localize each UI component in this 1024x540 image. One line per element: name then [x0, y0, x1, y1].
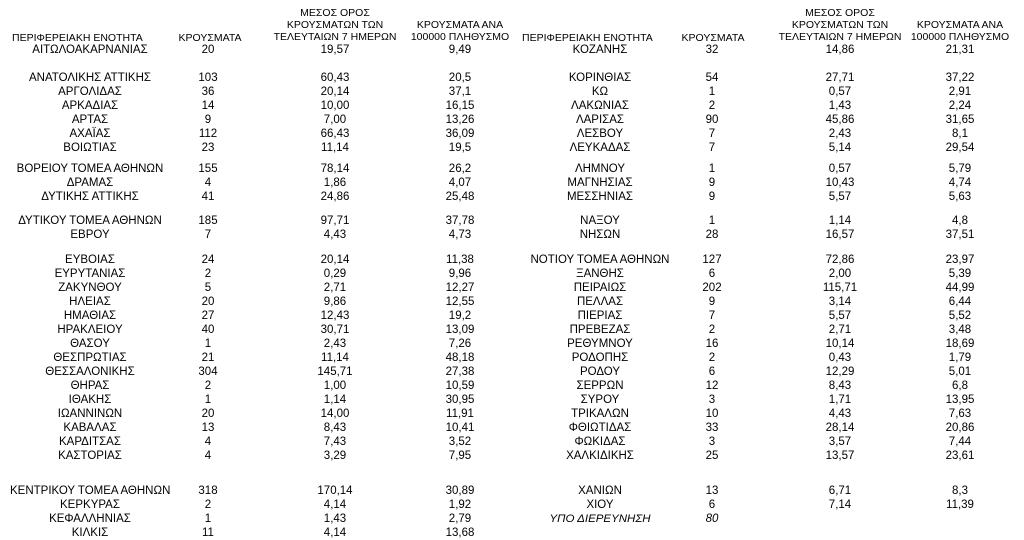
table-row [0, 449, 1024, 463]
region-name: ΥΠΟ ΔΙΕΡΕΥΝΗΣΗ [549, 513, 651, 525]
avg7-value: 1,00 [323, 380, 347, 392]
avg7-value: 2,43 [828, 128, 852, 140]
cases-value: 7 [708, 142, 716, 154]
table-row [0, 526, 1024, 540]
table-row [0, 267, 1024, 281]
region-name: ΑΡΚΑΔΙΑΣ [61, 100, 119, 112]
per100k-value: 2,91 [948, 86, 972, 98]
region-name: ΘΑΣΟΥ [70, 338, 110, 350]
header-per100k-right [900, 19, 1020, 43]
per100k-value: 1,79 [948, 352, 972, 364]
table-row [0, 127, 1024, 141]
table-row [0, 253, 1024, 267]
avg7-value: 16,57 [825, 229, 855, 241]
cases-value: 5 [204, 282, 212, 294]
region-name: ΚΑΡΔΙΤΣΑΣ [59, 436, 121, 448]
per100k-value: 13,26 [445, 114, 475, 126]
region-name: ΤΡΙΚΑΛΩΝ [571, 408, 629, 420]
avg7-value: 1,71 [828, 394, 852, 406]
cases-value: 21 [201, 352, 215, 364]
region-name: ΚΙΛΚΙΣ [71, 527, 109, 539]
avg7-value: 5,57 [828, 191, 852, 203]
per100k-value: 19,2 [448, 310, 472, 322]
header-avg-line1: ΜΕΣΟΣ ΟΡΟΣ [805, 7, 875, 19]
per100k-value: 6,8 [952, 380, 968, 392]
avg7-value: 170,14 [317, 485, 353, 497]
per100k-value: 6,44 [948, 296, 972, 308]
table-row [0, 228, 1024, 242]
per100k-value: 11,38 [446, 254, 474, 266]
table-row [0, 393, 1024, 407]
header-region-left: ΠΕΡΙΦΕΡΕΙΑΚΗ ΕΝΟΤΗΤΑ [12, 32, 143, 44]
region-name: ΚΕΝΤΡΙΚΟΥ ΤΟΜΕΑ ΑΘΗΝΩΝ [10, 485, 171, 497]
region-name: ΠΕΛΛΑΣ [576, 296, 624, 308]
per100k-value: 37,22 [945, 72, 975, 84]
avg7-value: 2,43 [323, 338, 347, 350]
cases-value: 33 [705, 422, 719, 434]
avg7-value: 1,86 [323, 177, 347, 189]
cases-value: 28 [705, 229, 719, 241]
cases-value: 1 [708, 215, 716, 227]
cases-value: 9 [204, 114, 212, 126]
per100k-value: 12,55 [445, 296, 475, 308]
region-name: ΚΟΖΑΝΗΣ [572, 44, 628, 56]
region-name: ΚΟΡΙΝΘΙΑΣ [568, 72, 632, 84]
region-name: ΕΒΡΟΥ [70, 229, 110, 241]
per100k-value: 3,52 [448, 436, 472, 448]
avg7-value: 11,14 [321, 142, 349, 154]
cases-value: 41 [201, 191, 215, 203]
region-name: ΗΜΑΘΙΑΣ [63, 310, 117, 322]
per100k-value: 7,63 [948, 408, 972, 420]
region-name: ΡΕΘΥΜΝΟΥ [567, 338, 633, 350]
header-per100k-line2: 100000 ΠΛΗΘΥΣΜΟ [910, 31, 1010, 43]
table-row [0, 309, 1024, 323]
avg7-value: 4,43 [828, 408, 852, 420]
avg7-value: 3,14 [828, 296, 852, 308]
avg7-value: 0,43 [828, 352, 852, 364]
table-row [0, 162, 1024, 176]
avg7-value: 0,29 [323, 268, 347, 280]
avg7-value: 1,43 [323, 513, 347, 525]
cases-value: 2 [204, 380, 212, 392]
per100k-value: 13,09 [445, 324, 475, 336]
table-row [0, 141, 1024, 155]
table-row [0, 71, 1024, 85]
cases-value: 20 [201, 296, 215, 308]
table-row [0, 281, 1024, 295]
avg7-value: 60,43 [320, 72, 350, 84]
cases-value: 9 [708, 191, 716, 203]
cases-value: 6 [708, 366, 716, 378]
table-row [0, 512, 1024, 526]
avg7-value: 66,43 [320, 128, 350, 140]
cases-value: 318 [198, 485, 218, 497]
region-name: ΝΗΣΩΝ [579, 229, 621, 241]
table-row [0, 99, 1024, 113]
per100k-value: 5,63 [948, 191, 972, 203]
avg7-value: 28,14 [825, 422, 855, 434]
per100k-value: 23,97 [945, 254, 975, 266]
avg7-value: 2,00 [828, 268, 852, 280]
avg7-value: 1,43 [828, 100, 852, 112]
region-name: ΠΕΙΡΑΙΩΣ [573, 282, 627, 294]
cases-value: 3 [708, 394, 716, 406]
cases-value: 13 [705, 485, 719, 497]
per100k-value: 5,52 [948, 310, 972, 322]
per100k-value: 37,78 [445, 215, 475, 227]
avg7-value: 2,71 [828, 324, 852, 336]
table-row [0, 498, 1024, 512]
cases-value: 13 [201, 422, 215, 434]
header-per100k-line2: 100000 ΠΛΗΘΥΣΜΟ [410, 31, 510, 43]
cases-value: 4 [204, 450, 212, 462]
cases-value: 36 [201, 86, 215, 98]
avg7-value: 10,43 [825, 177, 855, 189]
cases-value: 80 [705, 513, 719, 525]
per100k-value: 7,26 [448, 338, 472, 350]
cases-value: 112 [198, 128, 218, 140]
avg7-value: 97,71 [320, 215, 350, 227]
per100k-value: 11,91 [446, 408, 474, 420]
cases-value: 1 [708, 163, 716, 175]
cases-value: 1 [204, 513, 212, 525]
avg7-value: 3,29 [323, 450, 347, 462]
table-row [0, 295, 1024, 309]
region-name: ΘΗΡΑΣ [70, 380, 110, 392]
cases-value: 2 [708, 352, 716, 364]
per100k-value: 4,74 [948, 177, 972, 189]
per100k-value: 10,41 [445, 422, 475, 434]
table-row [0, 323, 1024, 337]
per100k-value: 31,65 [945, 114, 975, 126]
region-name: ΑΝΑΤΟΛΙΚΗΣ ΑΤΤΙΚΗΣ [28, 72, 151, 84]
avg7-value: 9,86 [323, 296, 347, 308]
table-row [0, 176, 1024, 190]
per100k-value: 11,39 [946, 499, 974, 511]
region-name: ΘΕΣΠΡΩΤΙΑΣ [53, 352, 127, 364]
region-name: ΦΘΙΩΤΙΔΑΣ [568, 422, 632, 434]
cases-value: 20 [201, 408, 215, 420]
cases-value: 40 [201, 324, 215, 336]
region-name: ΑΡΤΑΣ [71, 114, 109, 126]
avg7-value: 7,14 [828, 499, 852, 511]
region-name: ΧΑΛΚΙΔΙΚΗΣ [566, 450, 634, 462]
region-name: ΣΥΡΟΥ [580, 394, 620, 406]
region-name: ΖΑΚΥΝΘΟΥ [58, 282, 122, 294]
per100k-value: 5,01 [948, 366, 972, 378]
avg7-value: 0,57 [828, 86, 852, 98]
cases-value: 1 [204, 394, 212, 406]
per100k-value: 2,24 [948, 100, 972, 112]
avg7-value: 45,86 [825, 114, 855, 126]
region-name: ΕΥΡΥΤΑΝΙΑΣ [54, 268, 126, 280]
region-name: ΔΡΑΜΑΣ [66, 177, 114, 189]
cases-value: 1 [204, 338, 212, 350]
per100k-value: 44,99 [945, 282, 975, 294]
region-name: ΧΙΟΥ [586, 499, 614, 511]
per100k-value: 16,15 [445, 100, 475, 112]
cases-value: 14 [201, 100, 215, 112]
per100k-value: 8,1 [952, 128, 968, 140]
region-name: ΑΡΓΟΛΙΔΑΣ [58, 86, 122, 98]
cases-value: 304 [198, 366, 218, 378]
region-name: ΚΑΒΑΛΑΣ [63, 422, 117, 434]
per100k-value: 12,27 [445, 282, 475, 294]
cases-value: 9 [708, 177, 716, 189]
table-row [0, 337, 1024, 351]
region-name: ΛΑΡΙΣΑΣ [575, 114, 625, 126]
per100k-value: 36,09 [445, 128, 475, 140]
cases-value: 9 [708, 296, 716, 308]
cases-value: 2 [708, 324, 716, 336]
avg7-value: 6,71 [828, 485, 852, 497]
per100k-value: 9,49 [448, 44, 472, 56]
avg7-value: 0,57 [828, 163, 852, 175]
avg7-value: 2,71 [323, 282, 347, 294]
region-name: ΠΡΕΒΕΖΑΣ [569, 324, 631, 336]
header-per100k-left [400, 19, 520, 43]
region-name: ΝΑΞΟΥ [580, 215, 620, 227]
per100k-value: 13,95 [945, 394, 975, 406]
cases-value: 11 [202, 527, 214, 539]
cases-value: 3 [708, 436, 716, 448]
avg7-value: 10,00 [320, 100, 350, 112]
region-name: ΛΑΚΩΝΙΑΣ [571, 100, 629, 112]
avg7-value: 12,29 [825, 366, 855, 378]
cases-value: 4 [204, 436, 212, 448]
cases-value: 6 [708, 499, 716, 511]
cases-value: 127 [702, 254, 722, 266]
avg7-value: 8,43 [828, 380, 852, 392]
avg7-value: 8,43 [323, 422, 347, 434]
per100k-value: 23,61 [945, 450, 975, 462]
avg7-value: 14,00 [320, 408, 350, 420]
avg7-value: 7,00 [323, 114, 347, 126]
region-name: ΚΕΦΑΛΛΗΝΙΑΣ [49, 513, 131, 525]
region-name: ΗΡΑΚΛΕΙΟΥ [57, 324, 123, 336]
region-name: ΧΑΝΙΩΝ [578, 485, 622, 497]
cases-value: 25 [705, 450, 719, 462]
region-name: ΔΥΤΙΚΟΥ ΤΟΜΕΑ ΑΘΗΝΩΝ [18, 215, 162, 227]
region-name: ΔΥΤΙΚΗΣ ΑΤΤΙΚΗΣ [41, 191, 139, 203]
region-name: ΝΟΤΙΟΥ ΤΟΜΕΑ ΑΘΗΝΩΝ [530, 254, 670, 266]
header-avg-line3: ΤΕΛΕΥΤΑΙΩΝ 7 ΗΜΕΡΩΝ [273, 31, 397, 43]
avg7-value: 13,57 [825, 450, 855, 462]
cases-value: 2 [708, 100, 716, 112]
cases-value: 16 [705, 338, 719, 350]
header-avg-left [270, 7, 400, 43]
per100k-value: 37,51 [945, 229, 975, 241]
avg7-value: 27,71 [825, 72, 855, 84]
per100k-value: 29,54 [945, 142, 975, 154]
avg7-value: 78,14 [320, 163, 350, 175]
per100k-value: 20,86 [945, 422, 975, 434]
per100k-value: 30,89 [445, 485, 475, 497]
region-name: ΛΕΣΒΟΥ [576, 128, 624, 140]
cases-value: 10 [705, 408, 719, 420]
avg7-value: 5,14 [828, 142, 852, 154]
avg7-value: 24,86 [320, 191, 350, 203]
table-row [0, 365, 1024, 379]
per100k-value: 26,2 [448, 163, 472, 175]
region-name: ΛΕΥΚΑΔΑΣ [569, 142, 631, 154]
region-name: ΣΕΡΡΩΝ [576, 380, 624, 392]
per100k-value: 5,39 [948, 268, 972, 280]
cases-value: 2 [204, 499, 212, 511]
per100k-value: 2,79 [448, 513, 472, 525]
table-row [0, 351, 1024, 365]
cases-value: 24 [201, 254, 215, 266]
avg7-value: 1,14 [828, 215, 852, 227]
avg7-value: 145,71 [317, 366, 353, 378]
cases-value: 155 [198, 163, 218, 175]
per100k-value: 21,31 [945, 44, 975, 56]
per100k-value: 48,18 [445, 352, 475, 364]
per100k-value: 7,95 [448, 450, 472, 462]
avg7-value: 11,14 [321, 352, 349, 364]
region-name: ΚΑΣΤΟΡΙΑΣ [58, 450, 122, 462]
region-name: ΚΕΡΚΥΡΑΣ [60, 499, 120, 511]
header-avg-line2: ΚΡΟΥΣΜΑΤΩΝ ΤΩΝ [286, 19, 384, 31]
region-name: ΒΟΡΕΙΟΥ ΤΟΜΕΑ ΑΘΗΝΩΝ [16, 163, 164, 175]
region-name: ΗΛΕΙΑΣ [69, 296, 111, 308]
cases-value: 7 [708, 310, 716, 322]
header-cases-left: ΚΡΟΥΣΜΑΤΑ [178, 32, 242, 44]
avg7-value: 3,57 [828, 436, 852, 448]
avg7-value: 10,14 [825, 338, 855, 350]
cases-value: 90 [705, 114, 719, 126]
per100k-value: 5,79 [948, 163, 972, 175]
per100k-value: 4,8 [952, 215, 968, 227]
header-avg-right [775, 7, 905, 43]
per100k-value: 4,07 [448, 177, 472, 189]
cases-value: 32 [705, 44, 719, 56]
header-region-right: ΠΕΡΙΦΕΡΕΙΑΚΗ ΕΝΟΤΗΤΑ [522, 32, 653, 44]
per100k-value: 9,96 [448, 268, 472, 280]
table-row [0, 379, 1024, 393]
per100k-value: 20,5 [448, 72, 472, 84]
cases-value: 54 [705, 72, 719, 84]
region-name: ΘΕΣΣΑΛΟΝΙΚΗΣ [45, 366, 135, 378]
header-avg-line1: ΜΕΣΟΣ ΟΡΟΣ [300, 7, 370, 19]
region-name: ΡΟΔΟΥ [579, 366, 621, 378]
table-row [0, 484, 1024, 498]
avg7-value: 115,71 [822, 282, 858, 294]
header-per100k-line1: ΚΡΟΥΣΜΑΤΑ ΑΝΑ [416, 19, 504, 31]
region-name: ΞΑΝΘΗΣ [576, 268, 624, 280]
avg7-value: 4,43 [323, 229, 347, 241]
cases-value: 7 [204, 229, 212, 241]
table-row [0, 214, 1024, 228]
avg7-value: 19,57 [320, 44, 350, 56]
header-avg-line2: ΚΡΟΥΣΜΑΤΩΝ ΤΩΝ [791, 19, 889, 31]
per100k-value: 27,38 [445, 366, 475, 378]
cases-value: 6 [708, 268, 716, 280]
per100k-value: 18,69 [945, 338, 975, 350]
region-name: ΑΙΤΩΛΟΑΚΑΡΝΑΝΙΑΣ [32, 44, 148, 56]
header-cases-right: ΚΡΟΥΣΜΑΤΑ [681, 32, 745, 44]
cases-value: 27 [201, 310, 215, 322]
avg7-value: 20,14 [320, 254, 350, 266]
cases-value: 20 [201, 44, 215, 56]
per100k-value: 25,48 [445, 191, 475, 203]
per100k-value: 10,59 [445, 380, 475, 392]
avg7-value: 4,14 [323, 499, 347, 511]
per100k-value: 3,48 [948, 324, 972, 336]
table-row [0, 43, 1024, 57]
per100k-value: 8,3 [952, 485, 968, 497]
per100k-value: 1,92 [448, 499, 472, 511]
region-name: ΠΙΕΡΙΑΣ [577, 310, 623, 322]
cases-value: 103 [198, 72, 218, 84]
region-name: ΡΟΔΟΠΗΣ [571, 352, 629, 364]
region-name: ΕΥΒΟΙΑΣ [65, 254, 115, 266]
avg7-value: 7,43 [323, 436, 347, 448]
cases-value: 23 [201, 142, 215, 154]
table-row [0, 190, 1024, 204]
avg7-value: 30,71 [320, 324, 350, 336]
cases-value: 7 [708, 128, 716, 140]
header-avg-line3: ΤΕΛΕΥΤΑΙΩΝ 7 ΗΜΕΡΩΝ [778, 31, 902, 43]
avg7-value: 5,57 [828, 310, 852, 322]
region-name: ΙΘΑΚΗΣ [68, 394, 112, 406]
per100k-value: 4,73 [448, 229, 472, 241]
table-row [0, 113, 1024, 127]
region-name: ΒΟΙΩΤΙΑΣ [63, 142, 117, 154]
cases-value: 12 [705, 380, 719, 392]
table-row [0, 421, 1024, 435]
per100k-value: 30,95 [445, 394, 475, 406]
region-name: ΦΩΚΙΔΑΣ [574, 436, 626, 448]
cases-value: 2 [204, 268, 212, 280]
region-name: ΜΑΓΝΗΣΙΑΣ [567, 177, 633, 189]
per100k-value: 37,1 [448, 86, 472, 98]
region-name: ΜΕΣΣΗΝΙΑΣ [566, 191, 634, 203]
cases-value: 1 [708, 86, 716, 98]
avg7-value: 1,14 [323, 394, 347, 406]
avg7-value: 4,14 [323, 527, 347, 539]
avg7-value: 12,43 [320, 310, 350, 322]
cases-value: 185 [198, 215, 218, 227]
avg7-value: 20,14 [320, 86, 350, 98]
avg7-value: 14,86 [825, 44, 855, 56]
per100k-value: 7,44 [948, 436, 972, 448]
per100k-value: 19,5 [448, 142, 472, 154]
header-per100k-line1: ΚΡΟΥΣΜΑΤΑ ΑΝΑ [916, 19, 1004, 31]
cases-value: 4 [204, 177, 212, 189]
cases-value: 202 [702, 282, 722, 294]
region-name: ΑΧΑΪΑΣ [69, 128, 111, 140]
per100k-value: 13,68 [445, 527, 475, 539]
table-row [0, 435, 1024, 449]
region-name: ΛΗΜΝΟΥ [574, 163, 626, 175]
avg7-value: 72,86 [825, 254, 855, 266]
table-row [0, 85, 1024, 99]
table-row [0, 407, 1024, 421]
region-name: ΙΩΑΝΝΙΝΩΝ [57, 408, 123, 420]
region-name: ΚΩ [591, 86, 609, 98]
